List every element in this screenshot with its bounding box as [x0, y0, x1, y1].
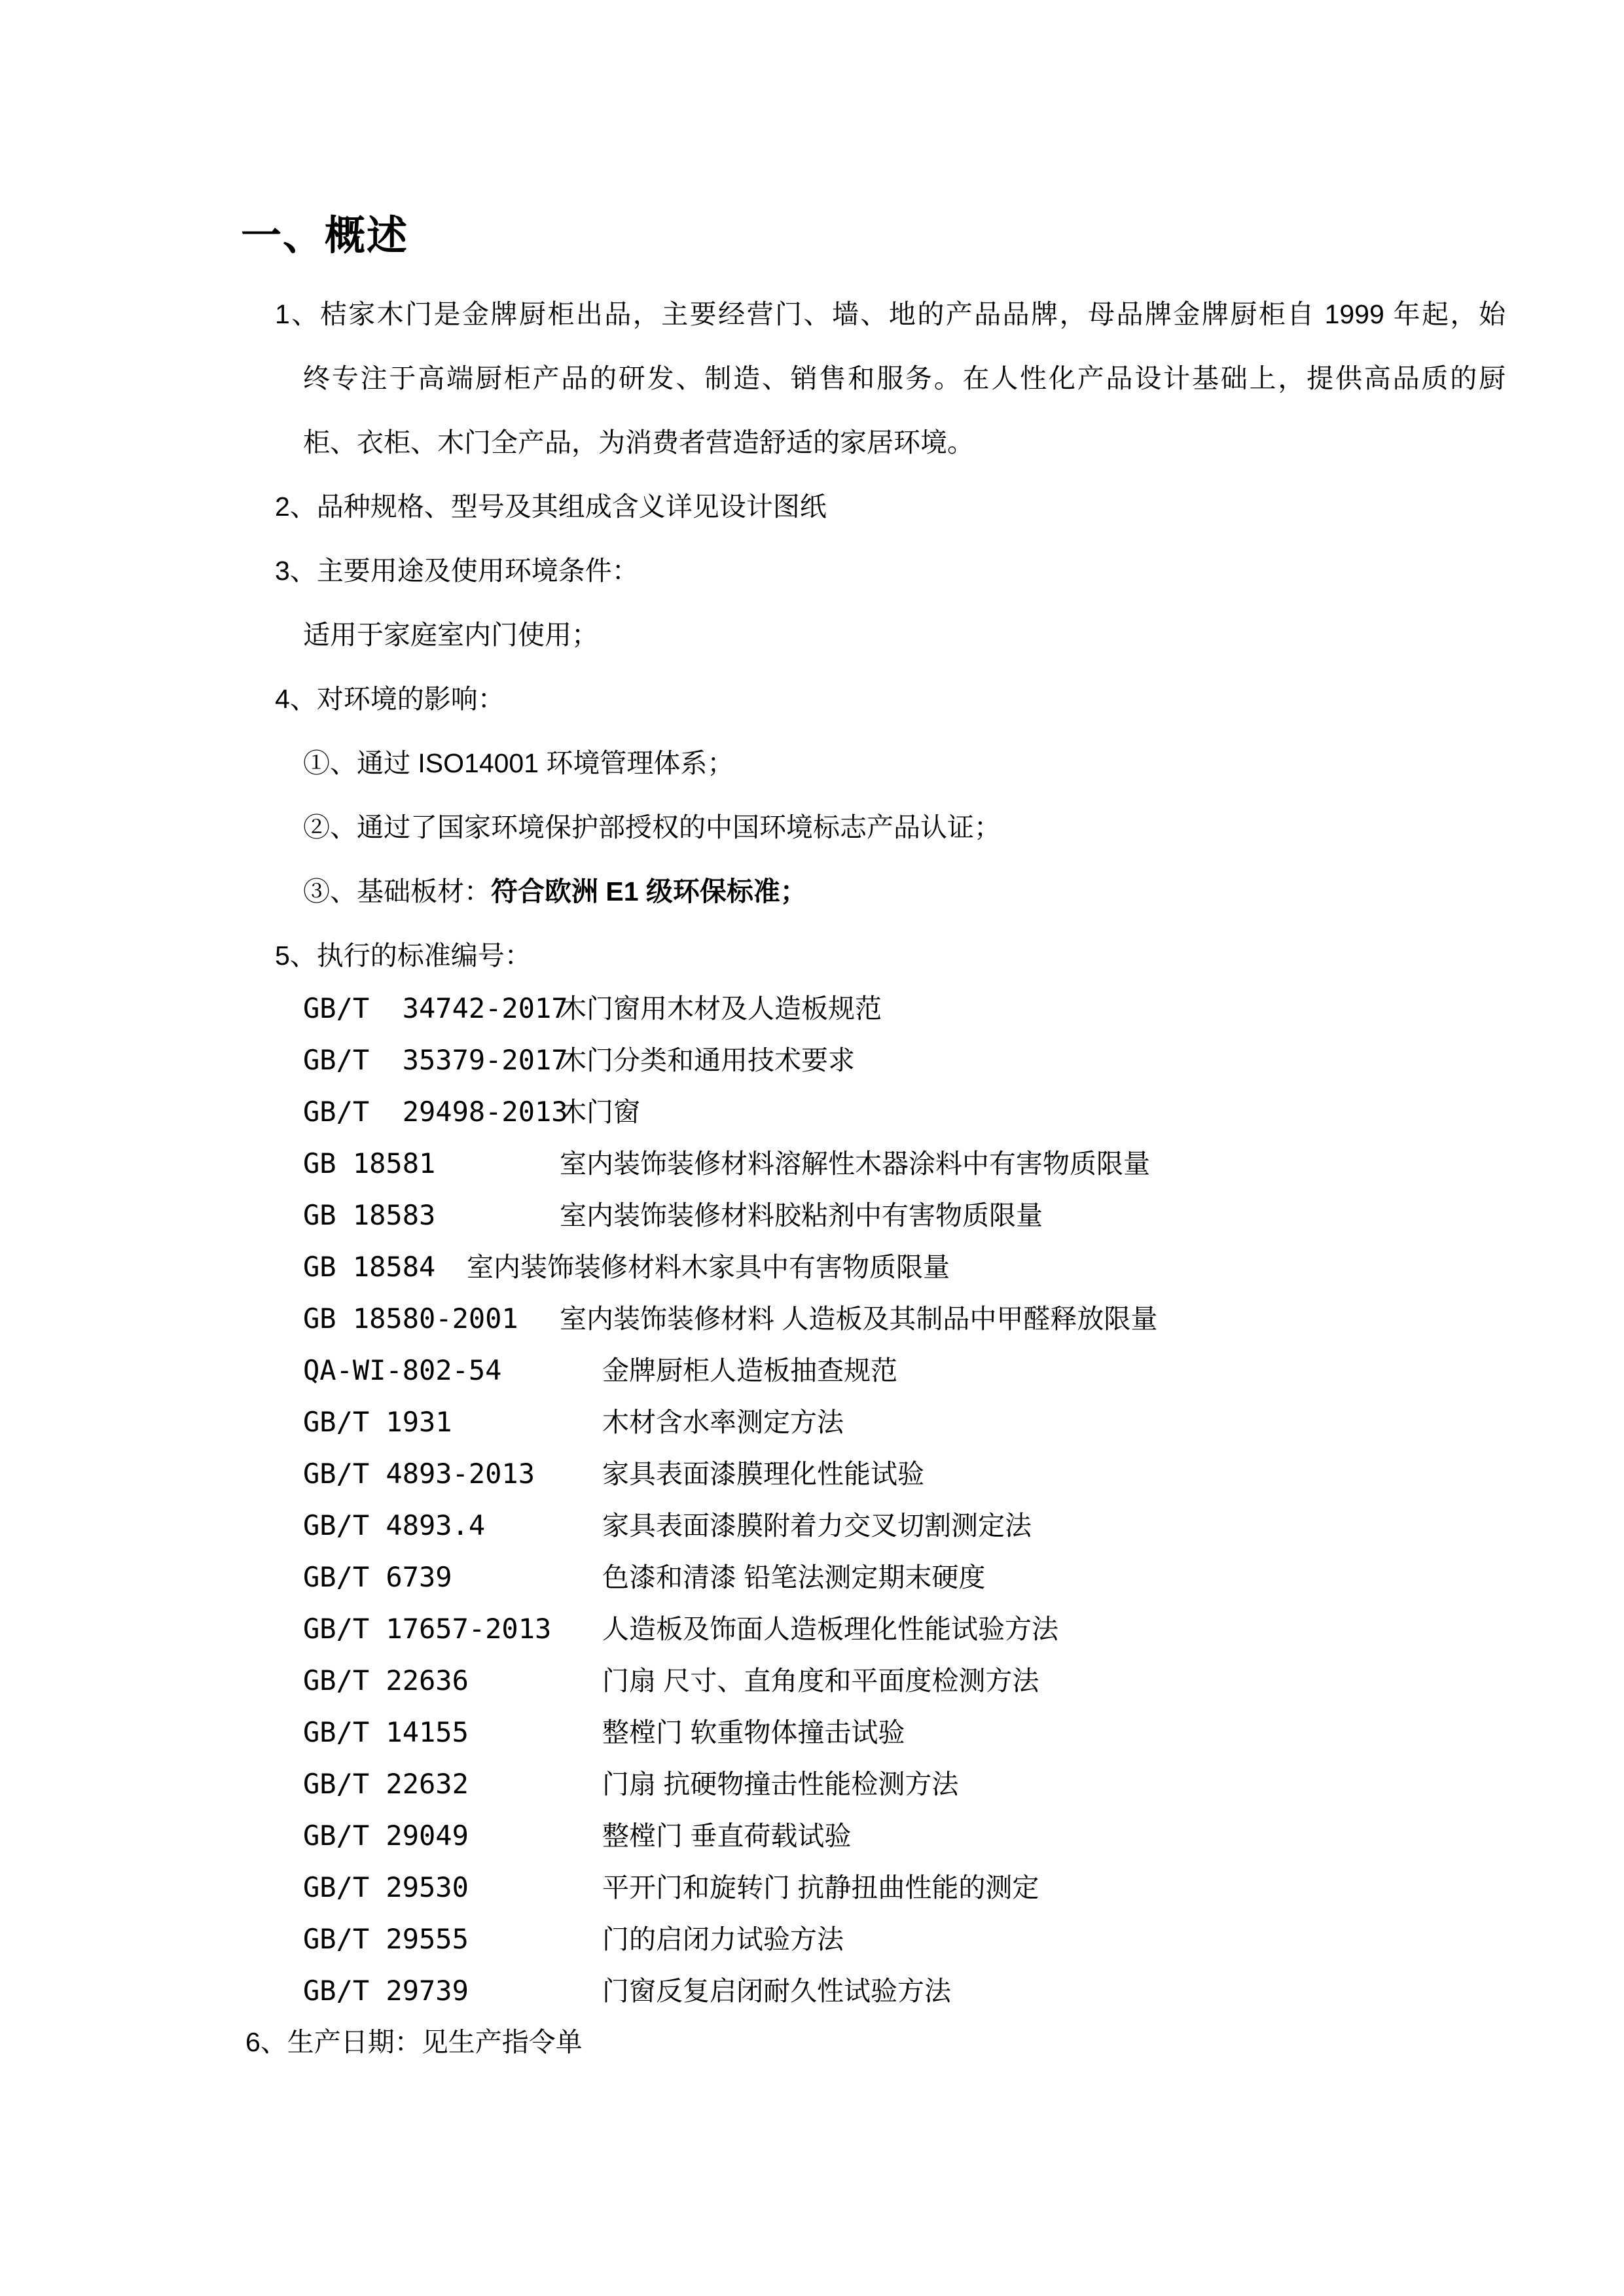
- standard-code: GB/T 29530: [303, 1871, 469, 1903]
- list-item: 3、主要用途及使用环境条件：: [275, 556, 639, 586]
- standard-row: [303, 1770, 1506, 1798]
- standard-description: 木材含水率测定方法: [602, 1407, 844, 1437]
- standard-code: GB/T 17657-2013: [303, 1613, 552, 1645]
- list-item: 5、执行的标准编号：: [275, 941, 532, 971]
- item-production-date: 6、生产日期：见生产指令单: [245, 2027, 583, 2057]
- standards-list: [275, 992, 1506, 2007]
- standard-code: GB/T 29049: [303, 1820, 469, 1852]
- standard-description: 木门窗用木材及人造板规范: [560, 994, 882, 1024]
- standard-description: 家具表面漆膜附着力交叉切割测定法: [602, 1511, 1032, 1541]
- standard-code: GB/T 35379-2017: [303, 1044, 568, 1076]
- standard-description: 室内装饰装修材料 人造板及其制品中甲醛释放限量: [560, 1304, 1158, 1334]
- standard-description: 人造板及饰面人造板理化性能试验方法: [602, 1614, 1058, 1644]
- standard-row: [303, 1977, 1506, 2005]
- standard-code: GB/T 14155: [303, 1716, 469, 1748]
- bold-emphasis: 符合欧洲 E1 级环保标准；: [491, 876, 807, 906]
- list-item: 2、品种规格、型号及其组成含义详见设计图纸: [275, 492, 827, 522]
- standard-description: 门扇 尺寸、直角度和平面度检测方法: [602, 1666, 1039, 1696]
- standard-code: GB 18581: [303, 1147, 436, 1179]
- standard-row: [303, 1615, 1506, 1643]
- standard-description: 门扇 抗硬物撞击性能检测方法: [602, 1769, 959, 1799]
- intro-line: 柜、衣柜、木门全产品，为消费者营造舒适的家居环境。: [303, 427, 974, 457]
- standard-row: [303, 1147, 1506, 1179]
- standard-description: 整樘门 软重物体撞击试验: [602, 1717, 905, 1748]
- standard-row: [303, 1822, 1506, 1850]
- intro-paragraph: [275, 301, 1506, 456]
- standard-code: QA-WI-802-54: [303, 1354, 502, 1386]
- standard-row: [303, 1044, 1506, 1076]
- standard-row: [303, 1561, 1506, 1593]
- standard-code: GB/T 34742-2017: [303, 992, 568, 1024]
- standard-description: 室内装饰装修材料溶解性木器涂料中有害物质限量: [560, 1149, 1150, 1179]
- standard-description: 室内装饰装修材料木家具中有害物质限量: [467, 1252, 950, 1282]
- standard-code: GB/T 29555: [303, 1923, 469, 1955]
- standard-description: 金牌厨柜人造板抽查规范: [602, 1355, 897, 1386]
- standard-code: GB/T 29498-2013: [303, 1096, 568, 1128]
- list-item: ②、通过了国家环境保护部授权的中国环境标志产品认证；: [303, 812, 1001, 842]
- list-item: ①、通过 ISO14001 环境管理体系；: [303, 748, 734, 778]
- standard-description: 门的启闭力试验方法: [602, 1924, 844, 1954]
- standard-code: GB/T 4893-2013: [303, 1458, 535, 1490]
- standard-row: [303, 1460, 1506, 1488]
- standard-description: 色漆和清漆 铅笔法测定期末硬度: [602, 1562, 986, 1592]
- standard-row: [303, 1354, 1506, 1386]
- standard-description: 室内装饰装修材料胶粘剂中有害物质限量: [560, 1200, 1043, 1230]
- standard-row: [303, 1199, 1506, 1231]
- standard-row: [303, 1408, 1506, 1436]
- standard-row: [303, 992, 1506, 1024]
- standard-row: [303, 1253, 1506, 1281]
- standard-code: GB/T 1931: [303, 1406, 452, 1438]
- standard-code: GB 18583: [303, 1199, 436, 1231]
- standard-description: 平开门和旋转门 抗静扭曲性能的测定: [602, 1873, 1039, 1903]
- standard-code: GB 18580-2001: [303, 1302, 518, 1335]
- list-item: ③、基础板材：符合欧洲 E1 级环保标准；: [303, 876, 807, 906]
- standard-code: GB 18584: [303, 1251, 436, 1283]
- standard-code: GB/T 29739: [303, 1975, 469, 2007]
- standard-code: GB/T 6739: [303, 1561, 452, 1593]
- standard-row: [303, 1509, 1506, 1541]
- list-item: 适用于家庭室内门使用；: [303, 620, 598, 650]
- standard-row: [303, 1098, 1506, 1126]
- standard-row: [303, 1923, 1506, 1955]
- section-heading: 一、概述: [241, 213, 409, 259]
- standard-description: 门窗反复启闭耐久性试验方法: [602, 1976, 951, 2006]
- intro-line: 1、桔家木门是金牌厨柜出品，主要经营门、墙、地的产品品牌，母品牌金牌厨柜自 1999 年起，始: [275, 299, 1506, 329]
- standard-code: GB/T 22632: [303, 1768, 469, 1800]
- standard-code: GB/T 4893.4: [303, 1509, 486, 1541]
- standard-description: 家具表面漆膜理化性能试验: [602, 1459, 924, 1489]
- standard-row: [303, 1664, 1506, 1696]
- standard-row: [303, 1716, 1506, 1748]
- standard-row: [303, 1871, 1506, 1903]
- standard-code: GB/T 22636: [303, 1664, 469, 1696]
- standard-description: 木门窗: [560, 1097, 640, 1127]
- numbered-items: [275, 493, 1506, 969]
- standard-description: 整樘门 垂直荷载试验: [602, 1821, 852, 1851]
- standard-row: [303, 1302, 1506, 1335]
- list-item: 4、对环境的影响：: [275, 684, 505, 714]
- intro-line: 终专注于高端厨柜产品的研发、制造、销售和服务。在人性化产品设计基础上，提供高品质的厨: [303, 363, 1506, 393]
- standard-description: 木门分类和通用技术要求: [560, 1045, 855, 1075]
